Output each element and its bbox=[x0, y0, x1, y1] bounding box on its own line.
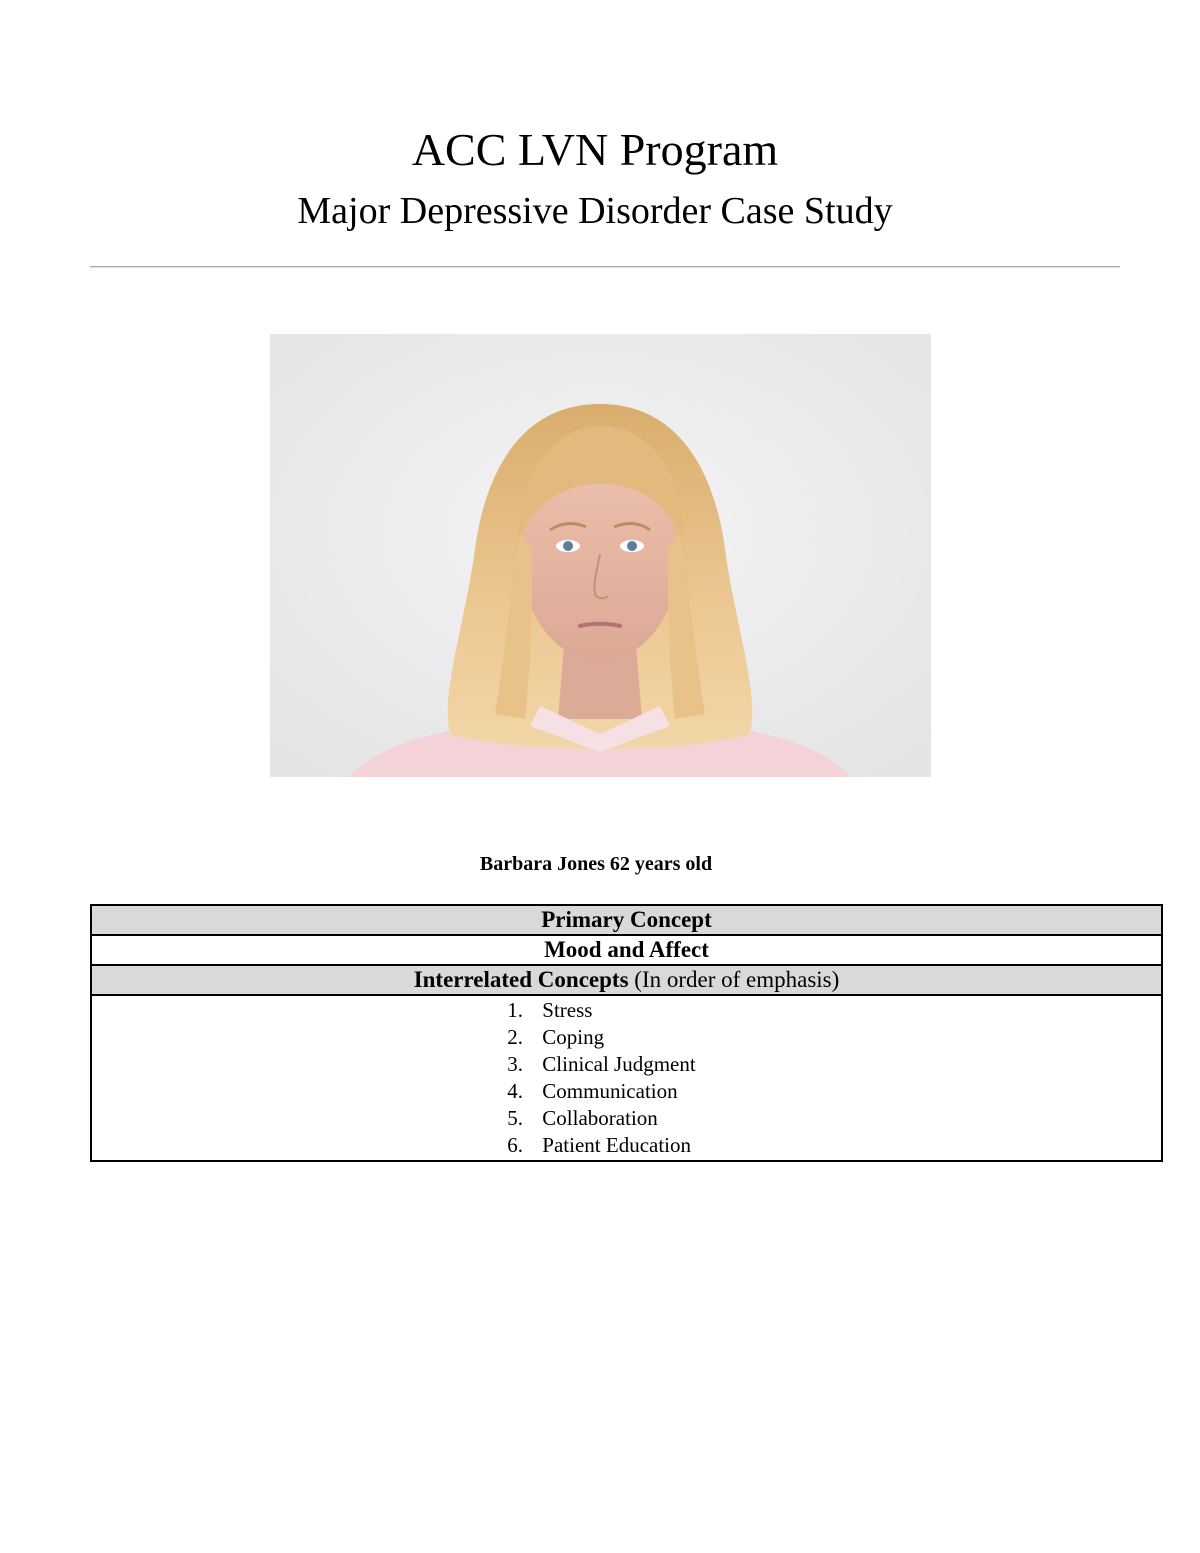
interrelated-concepts-list-row bbox=[91, 995, 1162, 1161]
patient-caption: Barbara Jones 62 years old bbox=[479, 853, 713, 875]
patient-photo bbox=[270, 334, 931, 777]
list-item-label: Patient Education bbox=[542, 1133, 692, 1157]
list-item-number: 3. bbox=[507, 1052, 524, 1076]
interrelated-concepts-list bbox=[507, 998, 695, 1160]
list-item bbox=[507, 1106, 695, 1133]
interrelated-concepts-title: Interrelated Concepts bbox=[413, 967, 629, 992]
list-item-number: 4. bbox=[507, 1079, 524, 1103]
primary-concept-value: Mood and Affect bbox=[91, 935, 1162, 965]
primary-concept-header-row bbox=[91, 905, 1162, 935]
list-item bbox=[507, 1079, 695, 1106]
document-subtitle: Major Depressive Disorder Case Study bbox=[297, 190, 893, 232]
primary-concept-header: Primary Concept bbox=[91, 905, 1162, 935]
list-item-number: 6. bbox=[507, 1133, 524, 1157]
list-item-number: 1. bbox=[507, 998, 524, 1022]
list-item-label: Collaboration bbox=[542, 1106, 658, 1130]
concepts-table bbox=[90, 904, 1163, 1162]
list-item-label: Coping bbox=[542, 1025, 605, 1049]
list-item bbox=[507, 1133, 695, 1160]
list-item bbox=[507, 1025, 695, 1052]
list-item bbox=[507, 998, 695, 1025]
document-title: ACC LVN Program bbox=[411, 124, 779, 175]
title-divider bbox=[90, 266, 1120, 268]
list-item bbox=[507, 1052, 695, 1079]
interrelated-concepts-header bbox=[91, 965, 1162, 995]
interrelated-concepts-note: (In order of emphasis) bbox=[628, 967, 840, 992]
interrelated-concepts-header-row bbox=[91, 965, 1162, 995]
primary-concept-value-row bbox=[91, 935, 1162, 965]
list-item-number: 2. bbox=[507, 1025, 524, 1049]
list-item-label: Communication bbox=[542, 1079, 678, 1103]
list-item-label: Clinical Judgment bbox=[542, 1052, 696, 1076]
list-item-number: 5. bbox=[507, 1106, 524, 1130]
list-item-label: Stress bbox=[542, 998, 593, 1022]
interrelated-concepts-cell bbox=[91, 995, 1162, 1161]
